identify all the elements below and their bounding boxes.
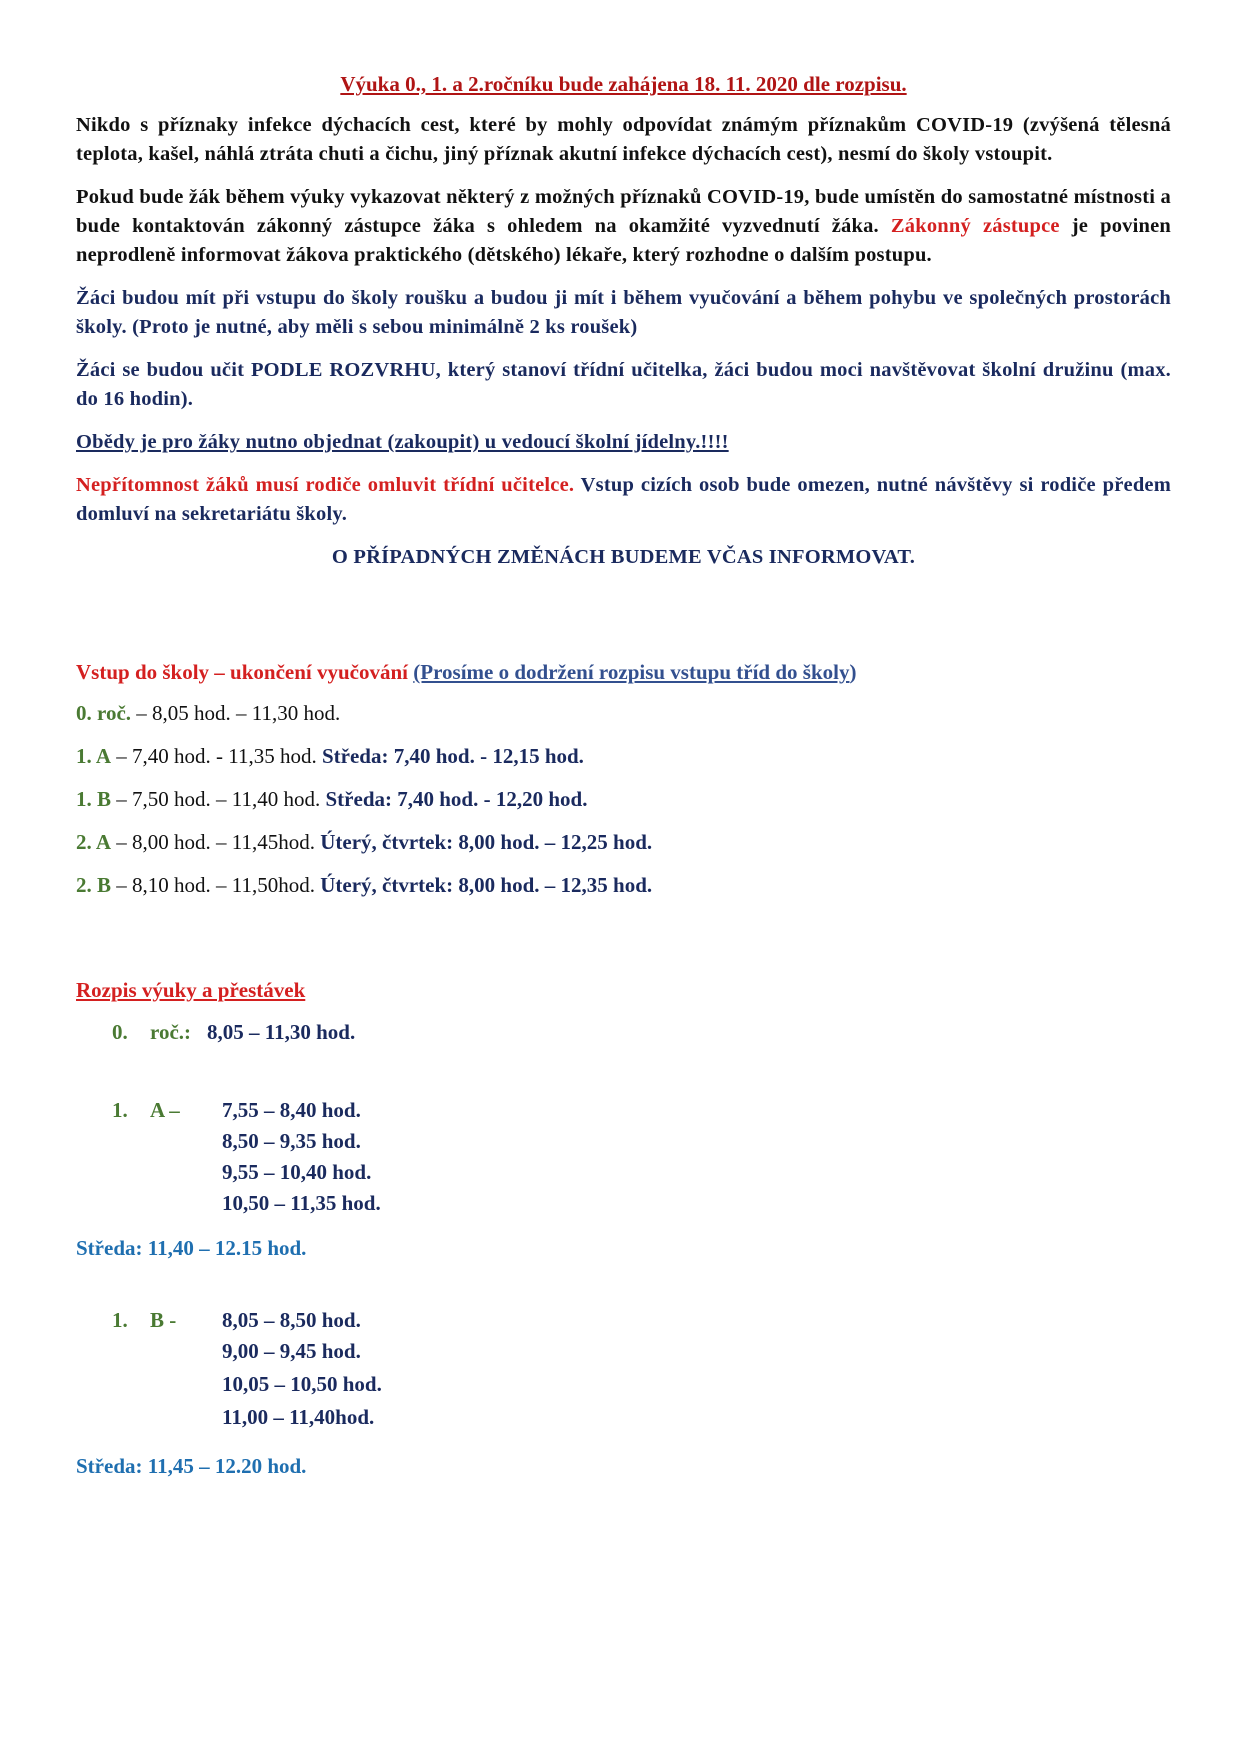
legal-guardian-highlight: Zákonný zástupce (890, 215, 1060, 237)
entry-extra: Středa: 7,40 hod. - 12,15 hod. (321, 744, 584, 768)
changes-notice: O PŘÍPADNÝCH ZMĚNÁCH BUDEME VČAS INFORMOVAT. (331, 546, 916, 568)
lessons-block-1b (76, 1308, 1171, 1480)
entry-extra: Úterý, čtvrtek: 8,00 hod. – 12,35 hod. (320, 873, 653, 897)
entry-schedule-list (76, 699, 1171, 899)
lessons-time: 8,50 – 9,35 hod. (222, 1129, 361, 1153)
isolation-text-end: je povinen neprodleně informovat žákova praktického (dětského) lékaře, který rozhodne o dalším postupu. (76, 215, 1172, 266)
lessons-time: 8,05 – 11,30 hod. (207, 1020, 356, 1044)
lessons-row (76, 1160, 1171, 1191)
entry-heading (76, 658, 1171, 686)
lessons-block-1a (76, 1098, 1171, 1262)
lessons-row-0 (76, 1020, 1171, 1051)
entry-row (76, 699, 1171, 727)
entry-row (76, 785, 1171, 813)
lessons-time: 8,05 – 8,50 hod. (222, 1308, 361, 1332)
lessons-heading: Rozpis výuky a přestávek (76, 978, 306, 1002)
lessons-row (76, 1129, 1171, 1160)
lunch-paragraph: Obědy je pro žáky nutno objednat (zakoupit) u vedoucí školní jídelny.!!!! (76, 431, 729, 453)
entry-class: 0. roč. (76, 701, 132, 725)
wednesday-note: Středa: 11,45 – 12.20 hod. (76, 1454, 307, 1478)
lessons-time: 10,05 – 10,50 hod. (222, 1372, 382, 1396)
entry-row (76, 828, 1171, 856)
lessons-class-label: B - (150, 1308, 177, 1332)
entry-class: 2. B (76, 873, 112, 897)
lessons-time: 9,55 – 10,40 hod. (222, 1160, 372, 1184)
schedule-paragraph: Žáci se budou učit PODLE ROZVRHU, který stanoví třídní učitelka, žáci budou moci navštěvovat školní družinu (max. do 16 hodin). (76, 359, 1171, 410)
lessons-number: 0. (112, 1020, 128, 1044)
entry-class: 1. B (76, 787, 112, 811)
entry-times: – 8,00 hod. – 11,45hod. (111, 830, 321, 854)
entry-class: 1. A (76, 744, 112, 768)
absence-paragraph (76, 471, 1171, 529)
absence-text: Nepřítomnost žáků musí rodiče omluvit třídní učitelce. (76, 474, 575, 496)
lessons-class-label: A – (150, 1098, 180, 1122)
lessons-class-label: roč.: (150, 1020, 192, 1044)
entry-times: – 7,40 hod. - 11,35 hod. (111, 744, 322, 768)
entry-extra: Středa: 7,40 hod. - 12,20 hod. (325, 787, 588, 811)
page-title: Výuka 0., 1. a 2.ročníku bude zahájena 18. 11. 2020 dle rozpisu. (340, 72, 907, 96)
entry-row (76, 871, 1171, 899)
lessons-time: 10,50 – 11,35 hod. (222, 1191, 381, 1215)
entry-class: 2. A (76, 830, 112, 854)
lessons-row (76, 1405, 1171, 1438)
wednesday-note: Středa: 11,40 – 12.15 hod. (76, 1236, 307, 1260)
isolation-paragraph (76, 183, 1171, 270)
visitors-text: Vstup cizích osob bude omezen, nutné návštěvy si rodiče předem domluví na sekretariátu školy. (76, 474, 1171, 525)
lessons-time: 9,00 – 9,45 hod. (222, 1339, 361, 1363)
entry-times: – 8,05 hod. – 11,30 hod. (131, 701, 341, 725)
entry-times: – 7,50 hod. – 11,40 hod. (111, 787, 326, 811)
symptoms-paragraph: Nikdo s příznaky infekce dýchacích cest, které by mohly odpovídat známým příznakům COVID-19 (zvýšená tělesná teplota, kašel, náhlá ztráta chuti a čichu, jiný příznak akutní infekce dýchacích cest), nesmí do školy vstoupit. (76, 114, 1171, 165)
lessons-row (76, 1098, 1171, 1129)
lessons-number: 1. (112, 1308, 128, 1332)
entry-times: – 8,10 hod. – 11,50hod. (111, 873, 321, 897)
mask-paragraph: Žáci budou mít při vstupu do školy roušku a budou ji mít i během vyučování a během pohybu ve společných prostorách školy. (Proto je nutné, aby měli s sebou minimálně 2 ks roušek) (76, 287, 1171, 338)
entry-heading-close: ) (849, 660, 857, 684)
document-page (76, 72, 1171, 1480)
entry-row (76, 742, 1171, 770)
entry-extra: Úterý, čtvrtek: 8,00 hod. – 12,25 hod. (320, 830, 653, 854)
isolation-text: Pokud bude žák během výuky vykazovat některý z možných příznaků COVID-19, bude umístěn do samostatné místnosti a bude kontaktován zákonný zástupce žáka s ohledem na okamžité vyzvednutí žáka. (76, 186, 1171, 237)
entry-heading-link[interactable]: (Prosíme o dodržení rozpisu vstupu tříd do školy (413, 660, 850, 684)
lessons-row (76, 1339, 1171, 1372)
lessons-row (76, 1191, 1171, 1222)
lessons-row (76, 1372, 1171, 1405)
entry-heading-text: Vstup do školy – ukončení vyučování (76, 660, 409, 684)
lessons-time: 7,55 – 8,40 hod. (222, 1098, 361, 1122)
lessons-number: 1. (112, 1098, 128, 1122)
lessons-row (76, 1308, 1171, 1339)
lessons-time: 11,00 – 11,40hod. (222, 1405, 375, 1429)
